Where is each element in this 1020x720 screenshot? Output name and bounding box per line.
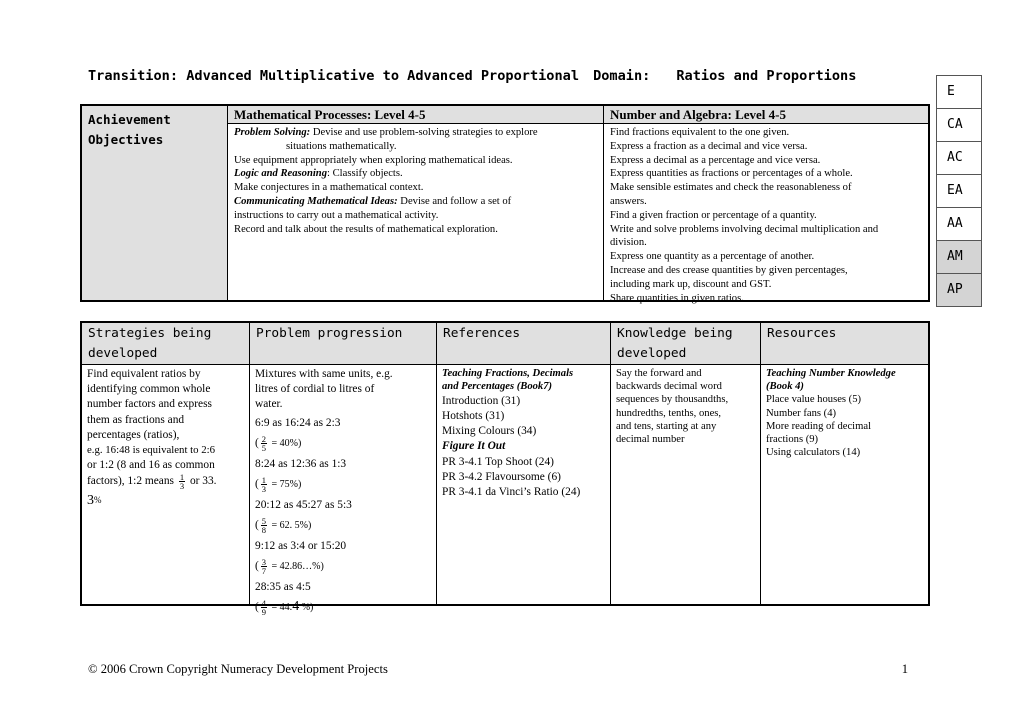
resources-column [761,323,928,604]
resources-heading: Resources [761,323,928,365]
reference-item: PR 3-4.1 Top Shoot (24) [442,455,554,468]
fraction [261,476,267,493]
fraction-numerator: 1 [179,472,185,483]
fraction-numerator: 3 [261,556,267,567]
strategy-line: percentages (ratios), [87,428,180,441]
strategy-line [87,473,244,490]
references-column [437,323,611,604]
strategy-text: factors), 1:2 means [87,475,174,488]
knowledge-line: Say the forward and [616,368,702,379]
fraction-denominator: 9 [261,606,267,617]
fraction-value: = 44. [269,601,293,613]
references-body [437,365,610,502]
na-item: Find a given fraction or percentage of a quantity. [610,209,817,221]
fraction-value: = 42.86…%) [269,560,324,572]
na-item: including mark up, discount and GST. [610,278,772,290]
resources-body [761,365,928,461]
na-item: Express a fraction as a decimal and vice versa. [610,140,808,152]
tab-ac[interactable]: AC [936,142,982,175]
strategy-line: number factors and express [87,398,212,411]
title-text: Transition: Advanced Multiplicative to Advanced Proportional [88,68,580,84]
na-item: Share quantities in given ratios. [610,292,744,304]
strategy-text: or 33. [189,475,217,488]
record-item: Record and talk about the results of mathematical exploration. [234,223,498,235]
resource-item: Number fans (4) [766,407,837,419]
progression-intro: Mixtures with same units, e.g. [255,368,393,380]
strategy-line: or 1:2 (8 and 16 as common [87,459,215,472]
percent-sign: % [94,495,102,506]
reference-item: PR 3-4.2 Flavoursome (6) [442,470,561,483]
progression-heading: Problem progression [250,323,436,365]
reference-item: Mixing Colours (34) [442,425,537,438]
problem-solving-text: Devise and use problem-solving strategies to explore [310,127,538,138]
page-number: 1 [901,662,908,676]
tab-ca[interactable]: CA [936,109,982,142]
domain-value: Ratios and Proportions [676,68,857,84]
progression-body [250,365,436,620]
strategy-line: identifying common whole [87,383,211,396]
fraction-denominator: 5 [261,442,267,453]
strategies-column [82,323,250,604]
number-algebra-body [604,124,928,307]
tab-am[interactable]: AM [936,241,982,274]
fraction [261,435,267,452]
mathematical-processes-heading: Mathematical Processes: Level 4-5 [228,106,603,124]
resource-item: Using calculators (14) [766,447,861,459]
mathematical-processes-column [228,106,604,300]
strategies-heading: Strategies being developed [82,323,249,365]
na-item: Make sensible estimates and check the reasonableness of [610,182,852,194]
ratio-line: 28:35 as 4:5 [255,580,311,593]
problem-solving-cont: situations mathematically. [286,140,397,152]
strategy-line: them as fractions and [87,413,185,426]
achievement-objectives-label [82,106,228,300]
fraction-denominator: 3 [261,483,267,494]
fraction-numerator: 1 [261,474,267,485]
fraction-line: ( $\frac{1}{3}$ = 75%) [255,474,302,494]
fraction-line: ( $\frac{4}{9}$ = 44.4 %) [255,597,314,617]
reference-book-title: Teaching Fractions, Decimals [442,368,574,379]
na-item: Increase and des crease quantities by given percentages, [610,264,848,276]
tab-aa[interactable]: AA [936,208,982,241]
tab-ea[interactable]: EA [936,175,982,208]
fraction-numerator: 5 [261,515,267,526]
number-algebra-column [604,106,928,304]
reference-book-title: and Percentages (Book7) [442,381,553,393]
fraction-denominator: 8 [261,524,267,535]
repeating-digit: 4 [292,598,300,614]
knowledge-line: hundredths, tenths, ones, [616,407,722,419]
fraction-value: = 40%) [269,437,302,449]
na-item: division. [610,237,647,249]
fraction [261,517,267,534]
resource-book-title: (Book 4) [766,381,804,393]
reference-item: Hotshots (31) [442,410,505,423]
knowledge-line: decimal number [616,434,685,446]
na-item: Write and solve problems involving decimal multiplication and [610,223,879,235]
logic-reasoning-item [234,167,597,181]
copyright-text: © 2006 Crown Copyright Numeracy Development Projects [88,662,388,676]
domain-label: Domain: [593,68,651,84]
fraction-numerator: 2 [261,433,267,444]
page-footer [88,662,908,677]
na-item: Express one quantity as a percentage of another. [610,251,815,263]
problem-solving-title: Problem Solving: [234,127,311,138]
resource-item: fractions (9) [766,434,819,446]
na-item: answers. [610,195,647,207]
problem-solving-item [234,126,597,140]
communicating-item [234,195,597,209]
tab-ap[interactable]: AP [936,274,982,307]
mathematical-processes-body [228,124,603,238]
communicating-text: Devise and follow a set of [397,195,512,207]
label-line: Achievement [88,112,171,127]
strategy-line: e.g. 16:48 is equivalent to 2:6 [87,444,216,457]
logic-reasoning-title: Logic and Reasoning [234,168,328,180]
fraction-numerator: 4 [261,597,267,608]
knowledge-line: backwards decimal word [616,381,722,393]
progression-column [250,323,437,617]
fraction-line: ( $\frac{2}{5}$ = 40%) [255,433,302,453]
strategies-table [80,321,930,617]
progression-intro: water. [255,398,283,411]
communicating-title: Communicating Mathematical Ideas: [234,195,398,207]
achievement-objectives-table [80,104,930,302]
page-title [88,68,948,84]
fraction-denominator: 3 [179,481,185,492]
strand-tabs [936,75,982,307]
ratio-line: 9:12 as 3:4 or 15:20 [255,539,347,552]
equipment-item: Use equipment appropriately when exploring mathematical ideas. [234,154,513,166]
strategy-line [87,493,244,509]
ratio-line: 6:9 as 16:24 as 2:3 [255,416,341,429]
resource-book-title: Teaching Number Knowledge [766,368,896,379]
reference-item: Introduction (31) [442,394,521,407]
ratio-line: 20:12 as 45:27 as 5:3 [255,498,352,511]
fraction-line: ( $\frac{5}{8}$ = 62. 5%) [255,515,312,535]
fraction-line: ( $\frac{3}{7}$ = 42.86…%) [255,556,324,576]
knowledge-body [611,365,760,448]
communicating-cont: instructions to carry out a mathematical activity. [234,209,439,221]
resource-item: More reading of decimal [766,420,872,432]
fraction-value: = 62. 5%) [269,519,312,531]
conjectures-item: Make conjectures in a mathematical context. [234,182,424,194]
logic-reasoning-text: : Classify objects. [327,168,403,180]
ratio-line: 8:24 as 12:36 as 1:3 [255,457,347,470]
tab-e[interactable]: E [936,75,982,109]
repeating-digit: 3 [87,493,94,509]
reference-item: PR 3-4.1 da Vinci’s Ratio (24) [442,486,581,499]
na-item: Find fractions equivalent to the one given. [610,127,790,138]
fraction-value: %) [299,601,314,613]
na-item: Express a decimal as a percentage and vice versa. [610,154,821,166]
knowledge-heading: Knowledge being developed [611,323,760,365]
na-item: Express quantities as fractions or percentages of a whole. [610,168,853,180]
knowledge-column [611,323,761,604]
fraction [261,558,267,575]
knowledge-line: sequences by thousandths, [616,394,729,406]
references-heading: References [437,323,610,365]
progression-intro: litres of cordial to litres of [255,383,375,396]
resource-item: Place value houses (5) [766,394,862,406]
fraction [261,599,267,616]
knowledge-line: and tens, starting at any [616,420,717,432]
reference-book-title: Figure It Out [442,440,506,453]
fraction [179,473,185,490]
fraction-value: = 75%) [269,478,302,490]
fraction-denominator: 7 [261,565,267,576]
strategy-line: Find equivalent ratios by [87,368,201,380]
number-algebra-heading: Number and Algebra: Level 4-5 [604,106,928,124]
strategies-body [82,365,249,512]
label-line: Objectives [88,132,164,147]
